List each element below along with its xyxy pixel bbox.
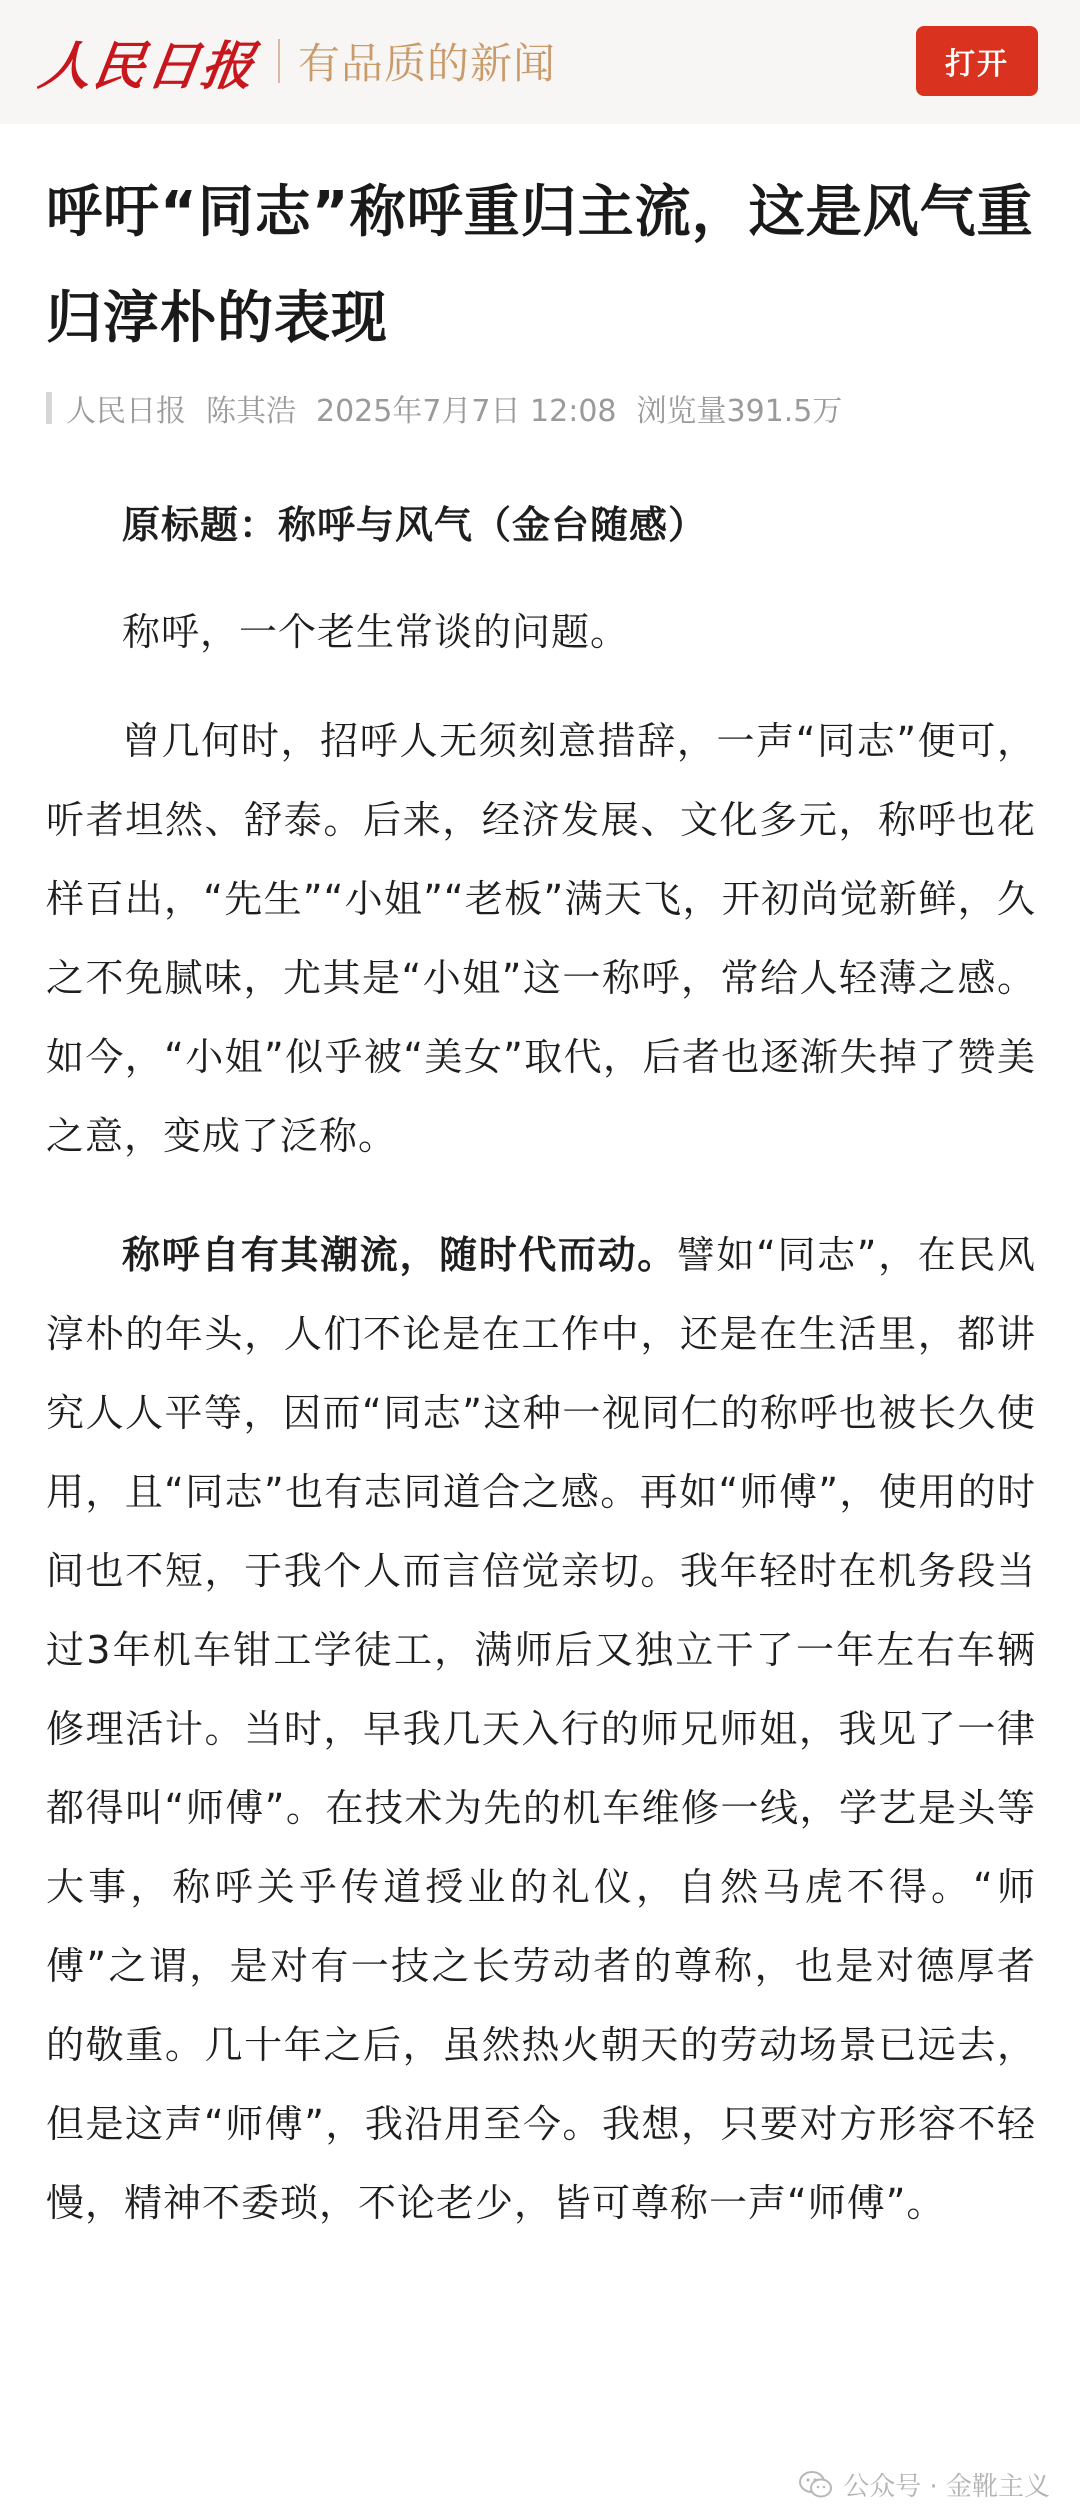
paragraph-3 <box>46 1216 1036 2243</box>
article-author: 陈其浩 <box>206 394 296 429</box>
watermark-text: 公众号 · 金靴主义 <box>843 2472 1050 2502</box>
article-title: 呼吁“同志”称呼重归主流，这是风气重归淳朴的表现 <box>46 180 1034 351</box>
wechat-icon <box>799 2471 833 2499</box>
article-datetime: 2025年7月7日 12:08 <box>316 394 617 429</box>
watermark <box>799 2466 1050 2503</box>
paragraph-3-text: 譬如“同志”，在民风淳朴的年头，人们不论是在工作中，还是在生活里，都讲究人人平等，因而“同志”这种一视同仁的称呼也被长久使用，且“同志”也有志同道合之感。再如“师傅”，使用的时间也不短，于我个人而言倍觉亲切。我年轻时在机务段当过3年机车钳工学徒工，满师后又独立干了一年左右车辆修理活计。当时，早我几天入行的师兄师姐，我见了一律都得叫“师傅”。在技术为先的机车维修一线，学艺是头等大事，称呼关乎传道授业的礼仪，自然马虎不得。“师傅”之谓，是对有一技之长劳动者的尊称，也是对德厚者的敬重。几十年之后，虽然热火朝天的劳动场景已远去，但是这声“师傅”，我沿用至今。我想，只要对方形容不轻慢，精神不委琐，不论老少，皆可尊称一声“师傅”。 <box>46 1233 1036 2225</box>
article-views: 浏览量391.5万 <box>636 394 843 429</box>
brand-slogan: 有品质的新闻 <box>298 39 557 88</box>
paragraph-1: 称呼，一个老生常谈的问题。 <box>122 610 630 654</box>
brand-logo: 人民日报 <box>35 35 260 97</box>
paragraph-3-lead: 称呼自有其潮流，随时代而动。 <box>122 1233 677 1277</box>
open-app-button[interactable]: 打开 <box>916 26 1038 96</box>
original-title: 原标题：称呼与风气（金台随感） <box>122 503 708 547</box>
article-source: 人民日报 <box>66 394 186 429</box>
paragraph-2: 曾几何时，招呼人无须刻意措辞，一声“同志”便可，听者坦然、舒泰。后来，经济发展、文化多元，称呼也花样百出，“先生”“小姐”“老板”满天飞，开初尚觉新鲜，久之不免腻味，尤其是“小姐”这一称呼，常给人轻薄之感。如今，“小姐”似乎被“美女”取代，后者也逐渐失掉了赞美之意，变成了泛称。 <box>46 719 1036 1158</box>
article-body <box>46 486 1036 2243</box>
brand-divider <box>278 39 280 83</box>
app-header <box>0 0 1080 124</box>
brand <box>35 26 557 97</box>
meta-bar <box>46 392 52 424</box>
article-meta <box>46 386 842 430</box>
